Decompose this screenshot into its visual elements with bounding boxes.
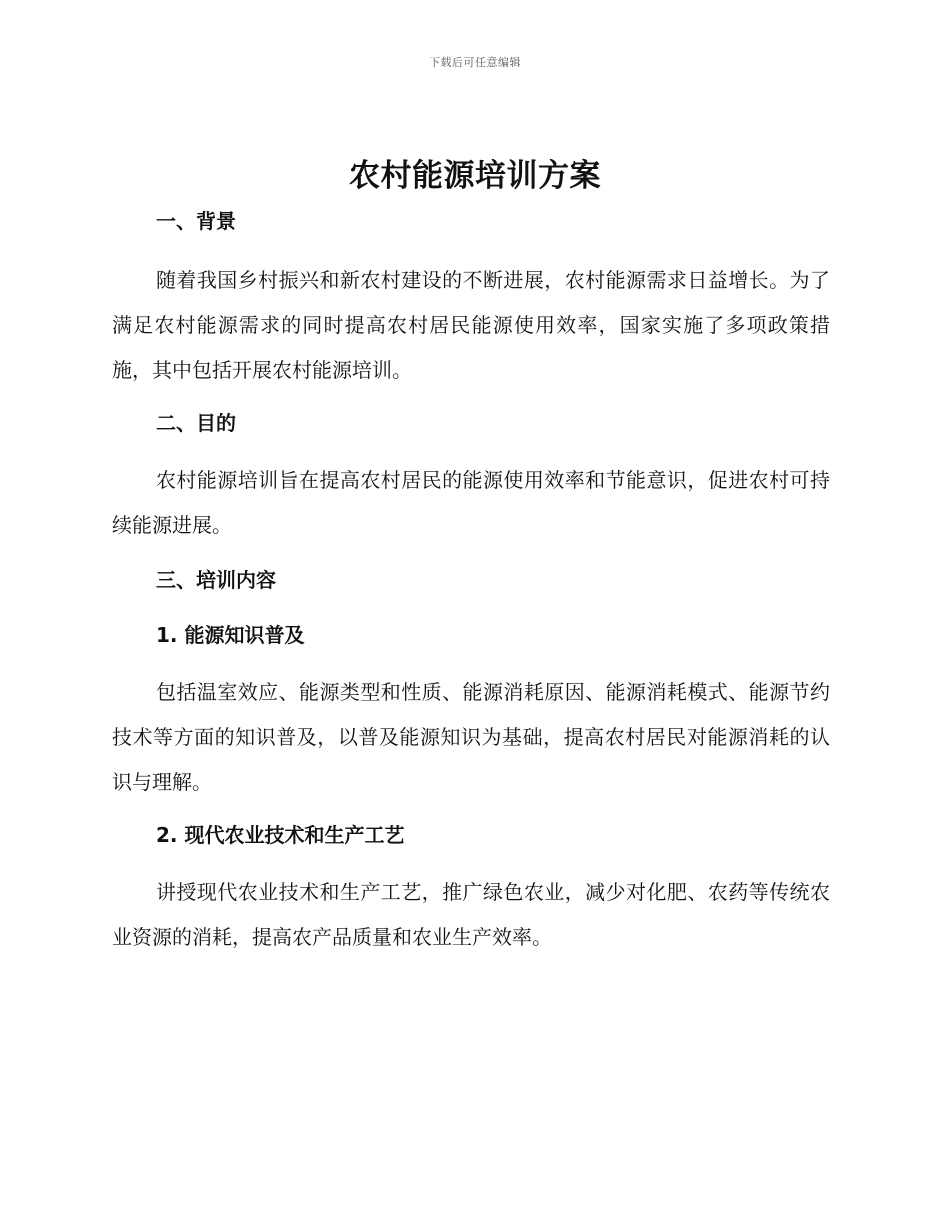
document-body [112, 204, 830, 960]
section-heading-purpose: 二、目的 [156, 411, 236, 435]
subsection-heading-energy-knowledge: 1. 能源知识普及 [156, 623, 305, 647]
header-note: 下载后可任意编辑 [429, 56, 521, 69]
section-heading-training-content: 三、培训内容 [156, 568, 276, 592]
paragraph-modern-agriculture: 讲授现代农业技术和生产工艺，推广绿色农业，减少对化肥、农药等传统农业资源的消耗，提高农产品质量和农业生产效率。 [112, 880, 830, 949]
paragraph-background: 随着我国乡村振兴和新农村建设的不断进展，农村能源需求日益增长。为了满足农村能源需求的同时提高农村居民能源使用效率，国家实施了多项政策措施，其中包括开展农村能源培训。 [112, 268, 830, 382]
paragraph-purpose: 农村能源培训旨在提高农村居民的能源使用效率和节能意识，促进农村可持续能源进展。 [112, 468, 830, 537]
section-heading-background: 一、背景 [156, 209, 236, 233]
document-title: 农村能源培训方案 [349, 158, 601, 194]
subsection-heading-modern-agriculture: 2. 现代农业技术和生产工艺 [156, 823, 405, 847]
paragraph-energy-knowledge: 包括温室效应、能源类型和性质、能源消耗原因、能源消耗模式、能源节约技术等方面的知识普及，以普及能源知识为基础，提高农村居民对能源消耗的认识与理解。 [112, 680, 830, 794]
